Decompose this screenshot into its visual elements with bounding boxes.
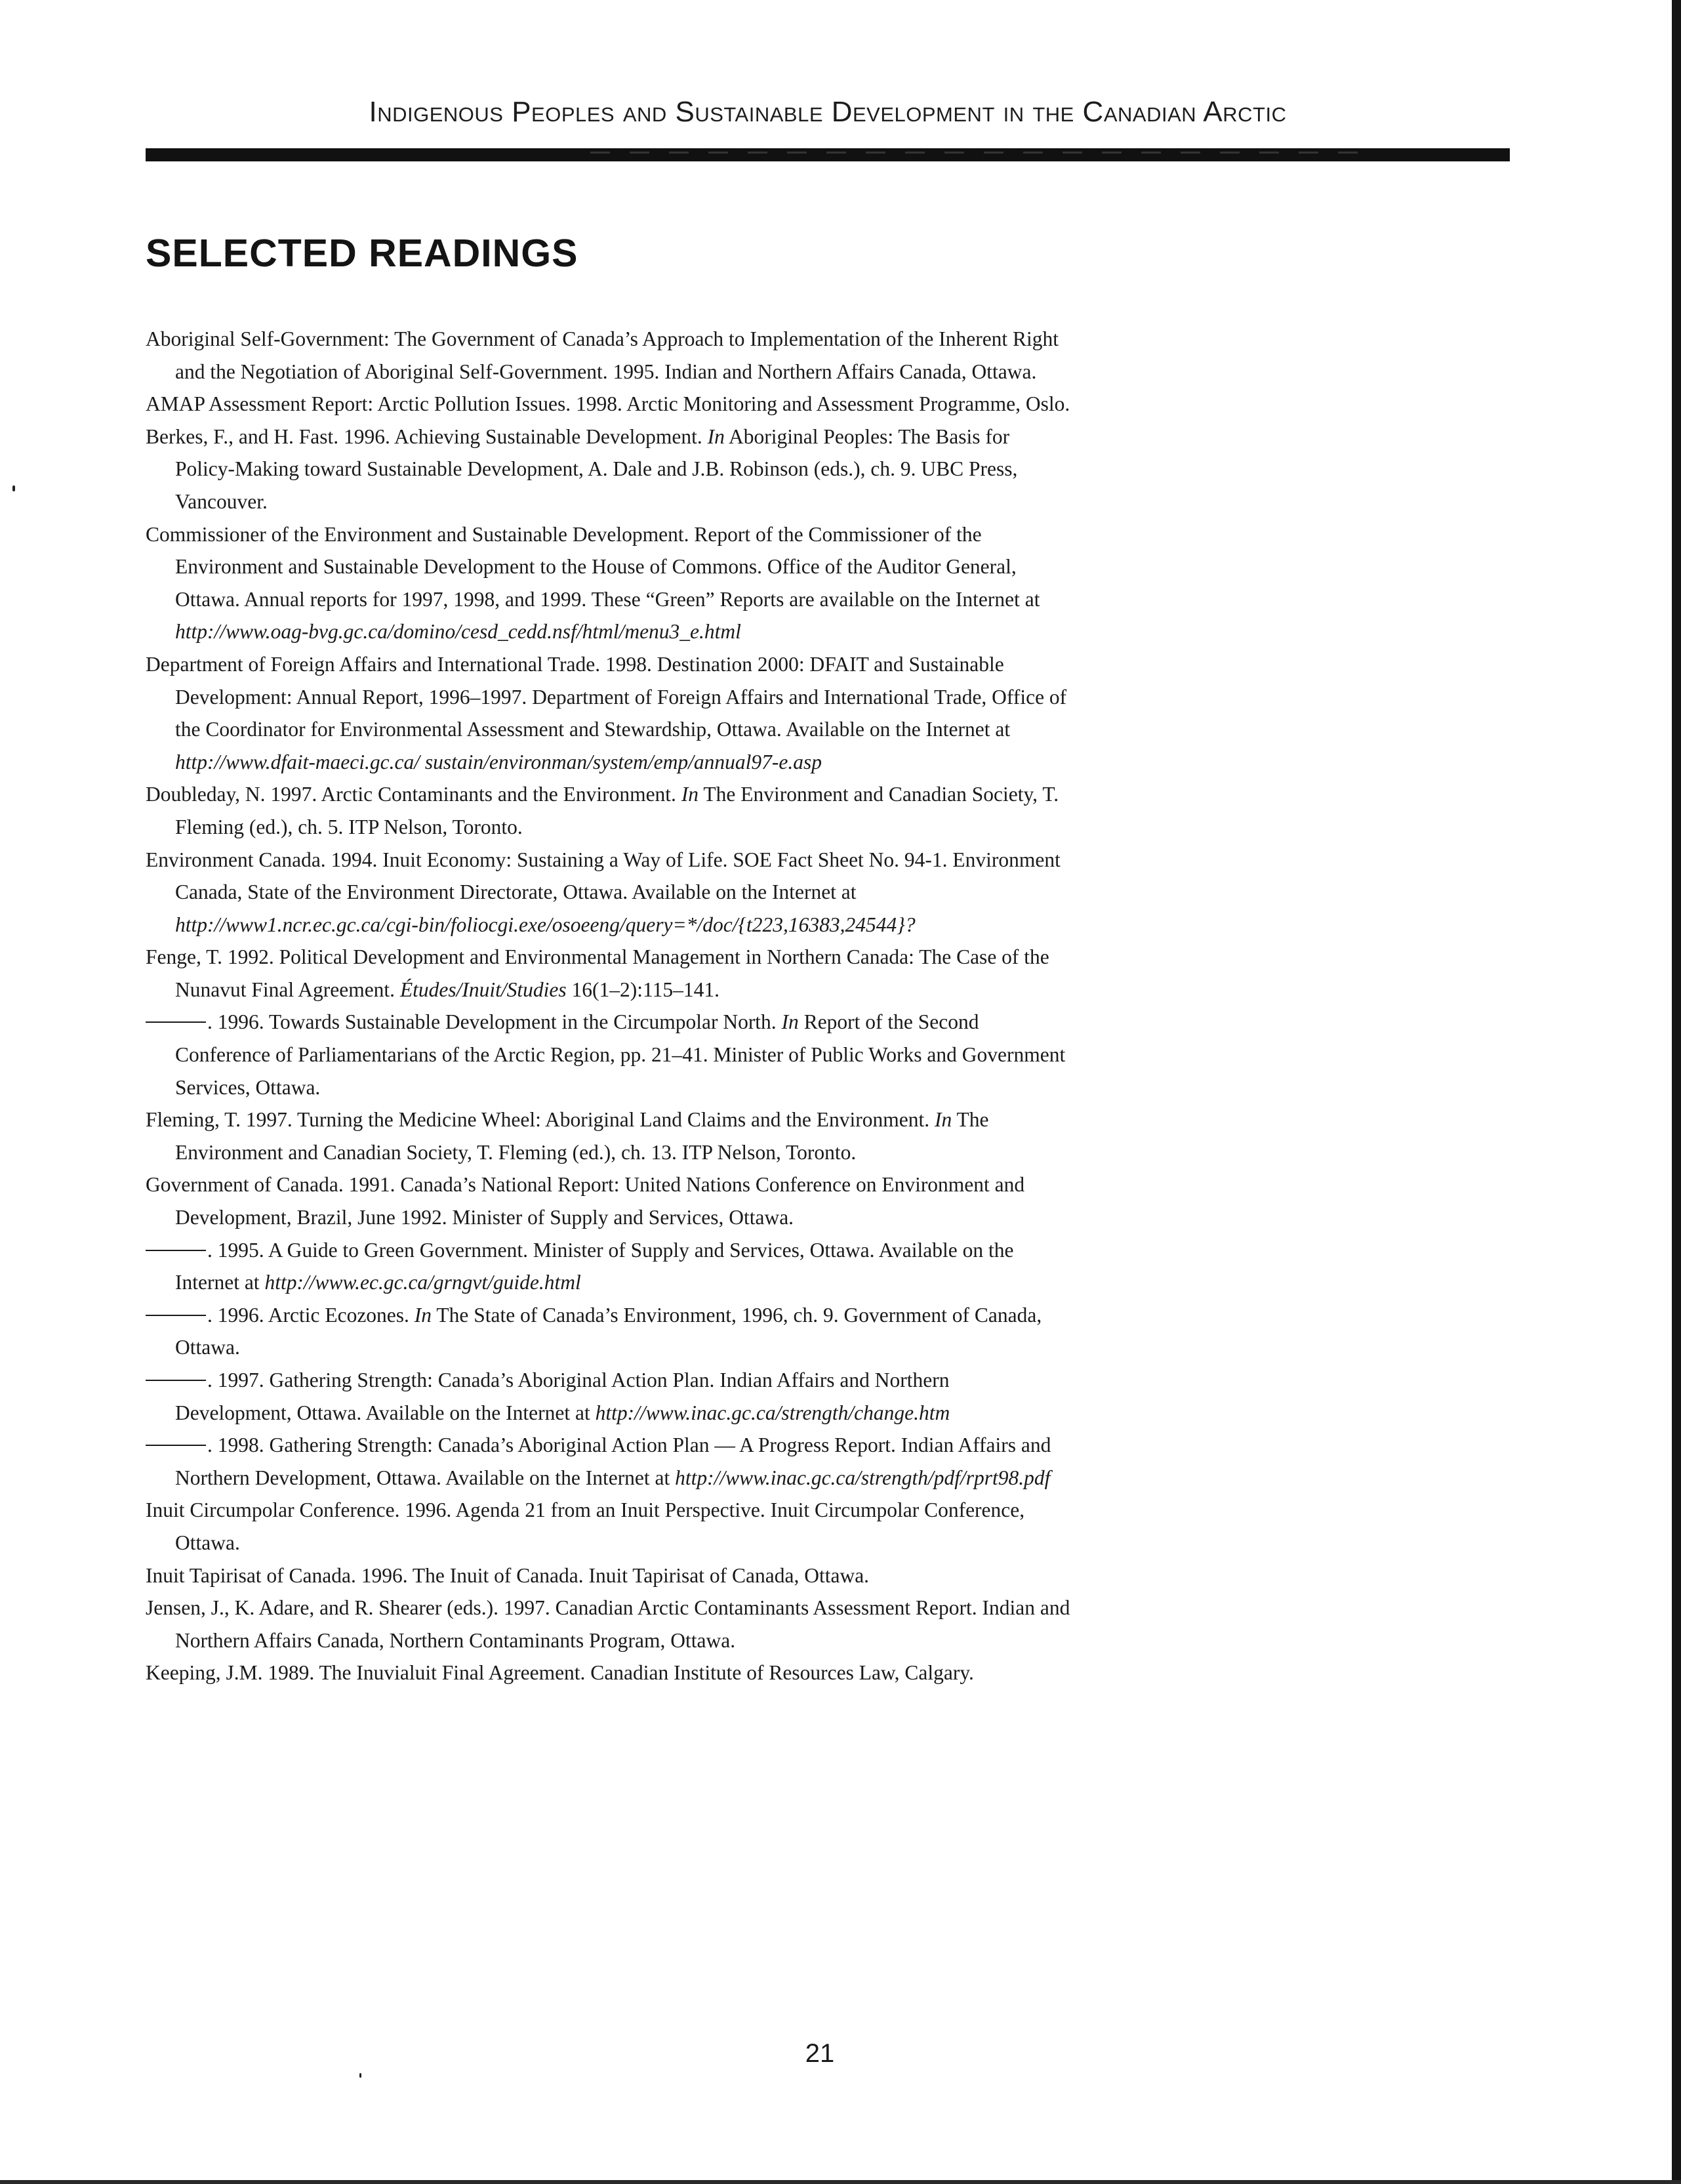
reference-italic: http://www1.ncr.ec.gc.ca/cgi-bin/foliocgi.exe/osoeeng/query=*/doc/{t223,16383,24544}? <box>175 913 916 936</box>
reference-entry <box>146 421 1070 518</box>
reference-text: . 1997. Gathering Strength: Canada’s Aboriginal Action Plan. Indian Affairs and Northern Development, Ottawa. Available on the Internet at <box>175 1369 950 1424</box>
reference-entry <box>146 1103 1070 1168</box>
reference-italic: In <box>414 1303 432 1327</box>
reference-text: AMAP Assessment Report: Arctic Pollution Issues. 1998. Arctic Monitoring and Assessment Programme, Oslo. <box>146 392 1070 416</box>
running-head: Indigenous Peoples and Sustainable Development in the Canadian Arctic <box>369 96 1287 128</box>
reference-text: Fenge, T. 1992. Political Development and Environmental Management in Northern Canada: The Case of the Nunavut Final Agreement. <box>146 945 1049 1001</box>
reference-text: Doubleday, N. 1997. Arctic Contaminants and the Environment. <box>146 783 681 806</box>
reference-entry <box>146 1364 1070 1429</box>
reference-text: Berkes, F., and H. Fast. 1996. Achieving Sustainable Development. <box>146 424 708 448</box>
reference-entry <box>146 323 1070 388</box>
header-rule-texture <box>590 152 1377 154</box>
reference-text: Environment Canada. 1994. Inuit Economy: Sustaining a Way of Life. SOE Fact Sheet No. 94-1. Environment Canada, State of the Environment Directorate, Ottawa. Available on the Internet at <box>146 848 1061 904</box>
page-number: 21 <box>805 2039 835 2068</box>
reference-italic: In <box>781 1010 799 1034</box>
reference-italic: In <box>934 1108 952 1132</box>
repeat-author-dash <box>146 1315 206 1316</box>
reference-italic: Études/Inuit/Studies <box>399 978 567 1001</box>
reference-italic: http://www.oag-bvg.gc.ca/domino/cesd_cedd.nsf/html/menu3_e.html <box>175 620 741 644</box>
reference-text: Department of Foreign Affairs and International Trade. 1998. Destination 2000: DFAIT and Sustainable Development: Annual Report, 1996–1997. Department of Foreign Affairs and International Trade, Office of the Coordinator for Environmental Assessment and Stewardship, Ottawa. Available on the Internet at <box>146 652 1067 741</box>
reference-text-continued: Aboriginal Peoples: The Basis for Policy-Making toward Sustainable Development, A. Dale and J.B. Robinson (eds.), ch. 9. UBC Press, Vancouver. <box>175 424 1018 513</box>
scan-speck <box>359 2073 361 2078</box>
reference-italic: http://www.inac.gc.ca/strength/change.htm <box>595 1401 950 1424</box>
reference-text: Inuit Circumpolar Conference. 1996. Agenda 21 from an Inuit Perspective. Inuit Circumpolar Conference, Ottawa. <box>146 1498 1025 1554</box>
reference-text: . 1996. Arctic Ecozones. <box>207 1303 415 1327</box>
repeat-author-dash <box>146 1021 206 1023</box>
reference-text-continued: The Environment and Canadian Society, T. Fleming (ed.), ch. 5. ITP Nelson, Toronto. <box>175 783 1059 838</box>
reference-text: Fleming, T. 1997. Turning the Medicine Wheel: Aboriginal Land Claims and the Environment. <box>146 1108 935 1132</box>
reference-text-continued: Report of the Second Conference of Parliamentarians of the Arctic Region, pp. 21–41. Minister of Public Works and Government Services, Ottawa. <box>175 1010 1066 1099</box>
reference-entry <box>146 1592 1070 1657</box>
reference-entry <box>146 778 1070 843</box>
reference-entry <box>146 1006 1070 1103</box>
reference-entry <box>146 1429 1070 1494</box>
reference-text: . 1996. Towards Sustainable Development in the Circumpolar North. <box>207 1010 782 1034</box>
reference-entry <box>146 1299 1070 1364</box>
reference-text: . 1998. Gathering Strength: Canada’s Aboriginal Action Plan — A Progress Report. Indian Affairs and Northern Development, Ottawa. Available on the Internet at <box>175 1433 1051 1489</box>
reference-entry <box>146 844 1070 941</box>
reference-entry <box>146 1494 1070 1559</box>
reference-italic: In <box>681 783 699 806</box>
reference-italic: http://www.dfait-maeci.gc.ca/ sustain/environman/system/emp/annual97-e.asp <box>175 750 822 773</box>
reference-text: Inuit Tapirisat of Canada. 1996. The Inuit of Canada. Inuit Tapirisat of Canada, Ottawa. <box>146 1563 870 1587</box>
scan-speck <box>12 485 15 491</box>
reference-text: Government of Canada. 1991. Canada’s National Report: United Nations Conference on Environment and Development, Brazil, June 1992. Minister of Supply and Services, Ottawa. <box>146 1173 1025 1229</box>
reference-italic: http://www.ec.gc.ca/grngvt/guide.html <box>264 1271 581 1294</box>
scan-edge-bottom <box>0 2180 1681 2184</box>
reference-entry <box>146 1559 1070 1592</box>
reference-text-continued: The State of Canada’s Environment, 1996, ch. 9. Government of Canada, Ottawa. <box>175 1303 1042 1359</box>
reference-text: Keeping, J.M. 1989. The Inuvialuit Final Agreement. Canadian Institute of Resources Law, Calgary. <box>146 1661 974 1685</box>
reference-text-continued: The Environment and Canadian Society, T. Fleming (ed.), ch. 13. ITP Nelson, Toronto. <box>175 1108 989 1164</box>
repeat-author-dash <box>146 1250 206 1251</box>
reference-entry <box>146 941 1070 1006</box>
reference-list <box>146 323 1070 1689</box>
reference-text: . 1995. A Guide to Green Government. Minister of Supply and Services, Ottawa. Available on the Internet at <box>175 1238 1014 1294</box>
section-title: SELECTED READINGS <box>146 232 578 275</box>
reference-text: Jensen, J., K. Adare, and R. Shearer (eds.). 1997. Canadian Arctic Contaminants Assessment Report. Indian and Northern Affairs Canada, Northern Contaminants Program, Ottawa. <box>146 1596 1070 1652</box>
reference-text: Commissioner of the Environment and Sustainable Development. Report of the Commissioner of the Environment and Sustainable Development to the House of Commons. Office of the Auditor General, Ottawa. Annual reports for 1997, 1998, and 1999. These “Green” Reports are available on the Internet at <box>146 522 1040 611</box>
reference-entry <box>146 518 1070 648</box>
reference-entry <box>146 1657 1070 1689</box>
reference-entry <box>146 1234 1070 1299</box>
reference-text-continued: 16(1–2):115–141. <box>566 978 719 1001</box>
repeat-author-dash <box>146 1445 206 1446</box>
header-rule <box>146 148 1510 161</box>
reference-entry <box>146 1168 1070 1233</box>
reference-italic: In <box>707 424 725 448</box>
reference-italic: http://www.inac.gc.ca/strength/pdf/rprt98.pdf <box>675 1466 1051 1489</box>
reference-text: Aboriginal Self-Government: The Government of Canada’s Approach to Implementation of the Inherent Right and the Negotiation of Aboriginal Self-Government. 1995. Indian and Northern Affairs Canada, Ottawa. <box>146 327 1059 383</box>
repeat-author-dash <box>146 1380 206 1381</box>
reference-entry <box>146 648 1070 778</box>
scan-edge <box>1672 0 1681 2184</box>
reference-entry <box>146 388 1070 421</box>
